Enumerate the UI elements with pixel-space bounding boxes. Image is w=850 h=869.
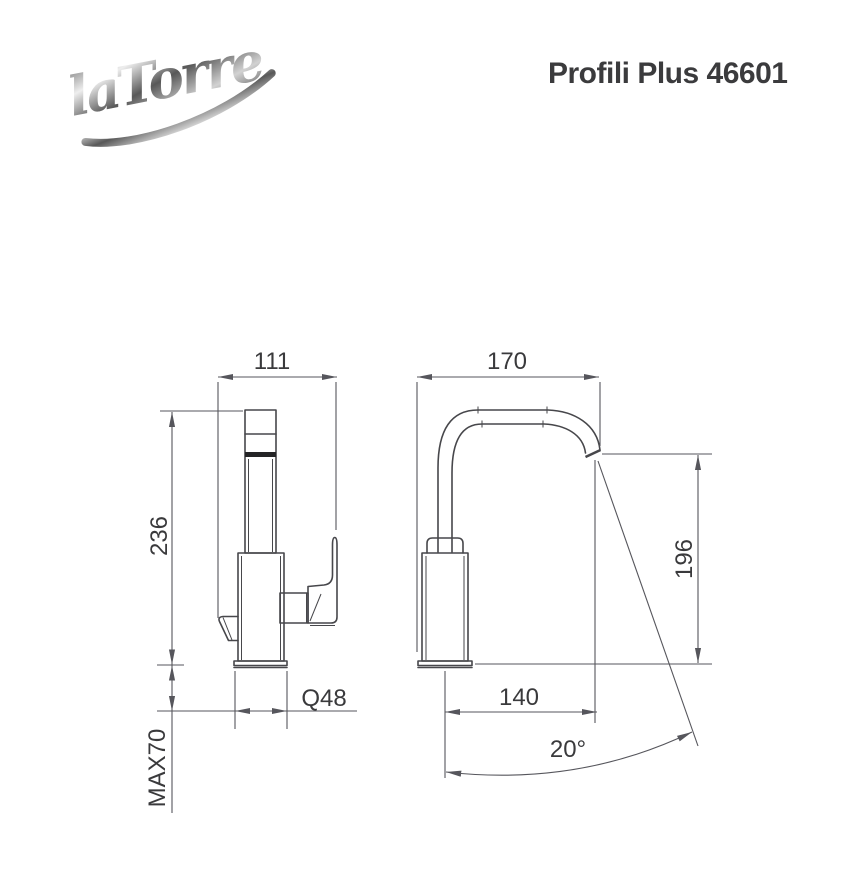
dim-stream-angle-label: 20°	[549, 736, 587, 763]
front-drain-lever	[219, 617, 238, 641]
dim-overall-width	[218, 348, 337, 618]
front-faucet-outline	[219, 410, 337, 668]
dim-max-thickness-label: MAX70	[144, 728, 171, 808]
side-spout-tube-inner	[452, 424, 586, 552]
dim-base-size-label: Q48	[301, 685, 347, 712]
dim-spout-reach	[417, 348, 600, 652]
front-spout-column	[245, 410, 276, 553]
front-body	[238, 553, 284, 661]
dim-max-thickness	[144, 666, 172, 814]
dim-stream-angle	[446, 461, 698, 775]
front-base-plate	[234, 661, 287, 666]
dim-overall-height-label: 236	[146, 515, 173, 557]
front-handle-lever	[308, 538, 337, 624]
side-spout-outlet-face	[586, 450, 601, 457]
brand-logo-text: laTorre	[62, 28, 267, 129]
side-body	[422, 553, 468, 661]
dim-outlet-height-label: 196	[671, 538, 698, 580]
dim-overall-width-label: 111	[253, 348, 291, 375]
front-view-drawing	[144, 348, 357, 813]
dim-overall-height	[146, 411, 243, 665]
dim-outlet-height	[475, 454, 712, 664]
side-faucet-outline	[418, 407, 601, 668]
side-view-drawing	[417, 348, 712, 778]
side-base-plate	[418, 661, 472, 666]
front-aerator-slot	[245, 452, 276, 457]
side-collar	[427, 538, 463, 553]
dim-spout-reach-label: 170	[486, 348, 528, 375]
dim-outlet-reach-label: 140	[498, 684, 540, 711]
dim-base-size	[157, 671, 357, 729]
water-stream-line	[598, 461, 698, 746]
product-title: Profili Plus 46601	[548, 57, 788, 90]
